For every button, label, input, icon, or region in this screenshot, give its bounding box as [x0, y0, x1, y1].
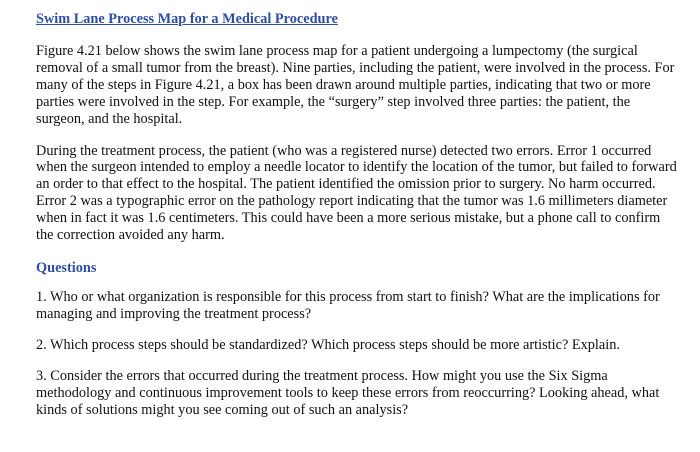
- questions-heading: Questions: [36, 259, 97, 276]
- question-3: 3. Consider the errors that occurred during the treatment process. How might you use the Six Sigma methodology and continuous improvement tools to keep these errors from reoccurring? Looking ahead, what kinds of solutions might you see coming out of such an analysis?: [36, 367, 660, 418]
- paragraph-swim-lane-description: Figure 4.21 below shows the swim lane process map for a patient undergoing a lumpectomy (the surgical removal of a small tumor from the breast). Nine parties, including the patient, were involved in the process. For many of the steps in Figure 4.21, a box has been drawn around multiple parties, indicating that two or more parties were involved in the step. For example, the “surgery” step involved three parties: the patient, the surgeon, and the hospital.: [36, 43, 675, 127]
- paragraph-treatment-errors: During the treatment process, the patient (who was a registered nurse) detected two errors. Error 1 occurred when the surgeon intended to employ a needle locator to identify the location of the tumor, but failed to forward an order to that effect to the hospital. The patient identified the omission prior to surgery. No harm occurred. Error 2 was a typographic error on the pathology report indicating that the tumor was 1.6 millimeters diameter when in fact it was 1.6 centimeters. This could have been a more serious mistake, but a phone call to confirm the correction avoided any harm.: [36, 142, 677, 244]
- document-title: Swim Lane Process Map for a Medical Procedure: [36, 11, 338, 27]
- question-2: 2. Which process steps should be standardized? Which process steps should be more artistic? Explain.: [36, 336, 620, 353]
- question-1: 1. Who or what organization is responsible for this process from start to finish? What are the implications for managing and improving the treatment process?: [36, 288, 660, 322]
